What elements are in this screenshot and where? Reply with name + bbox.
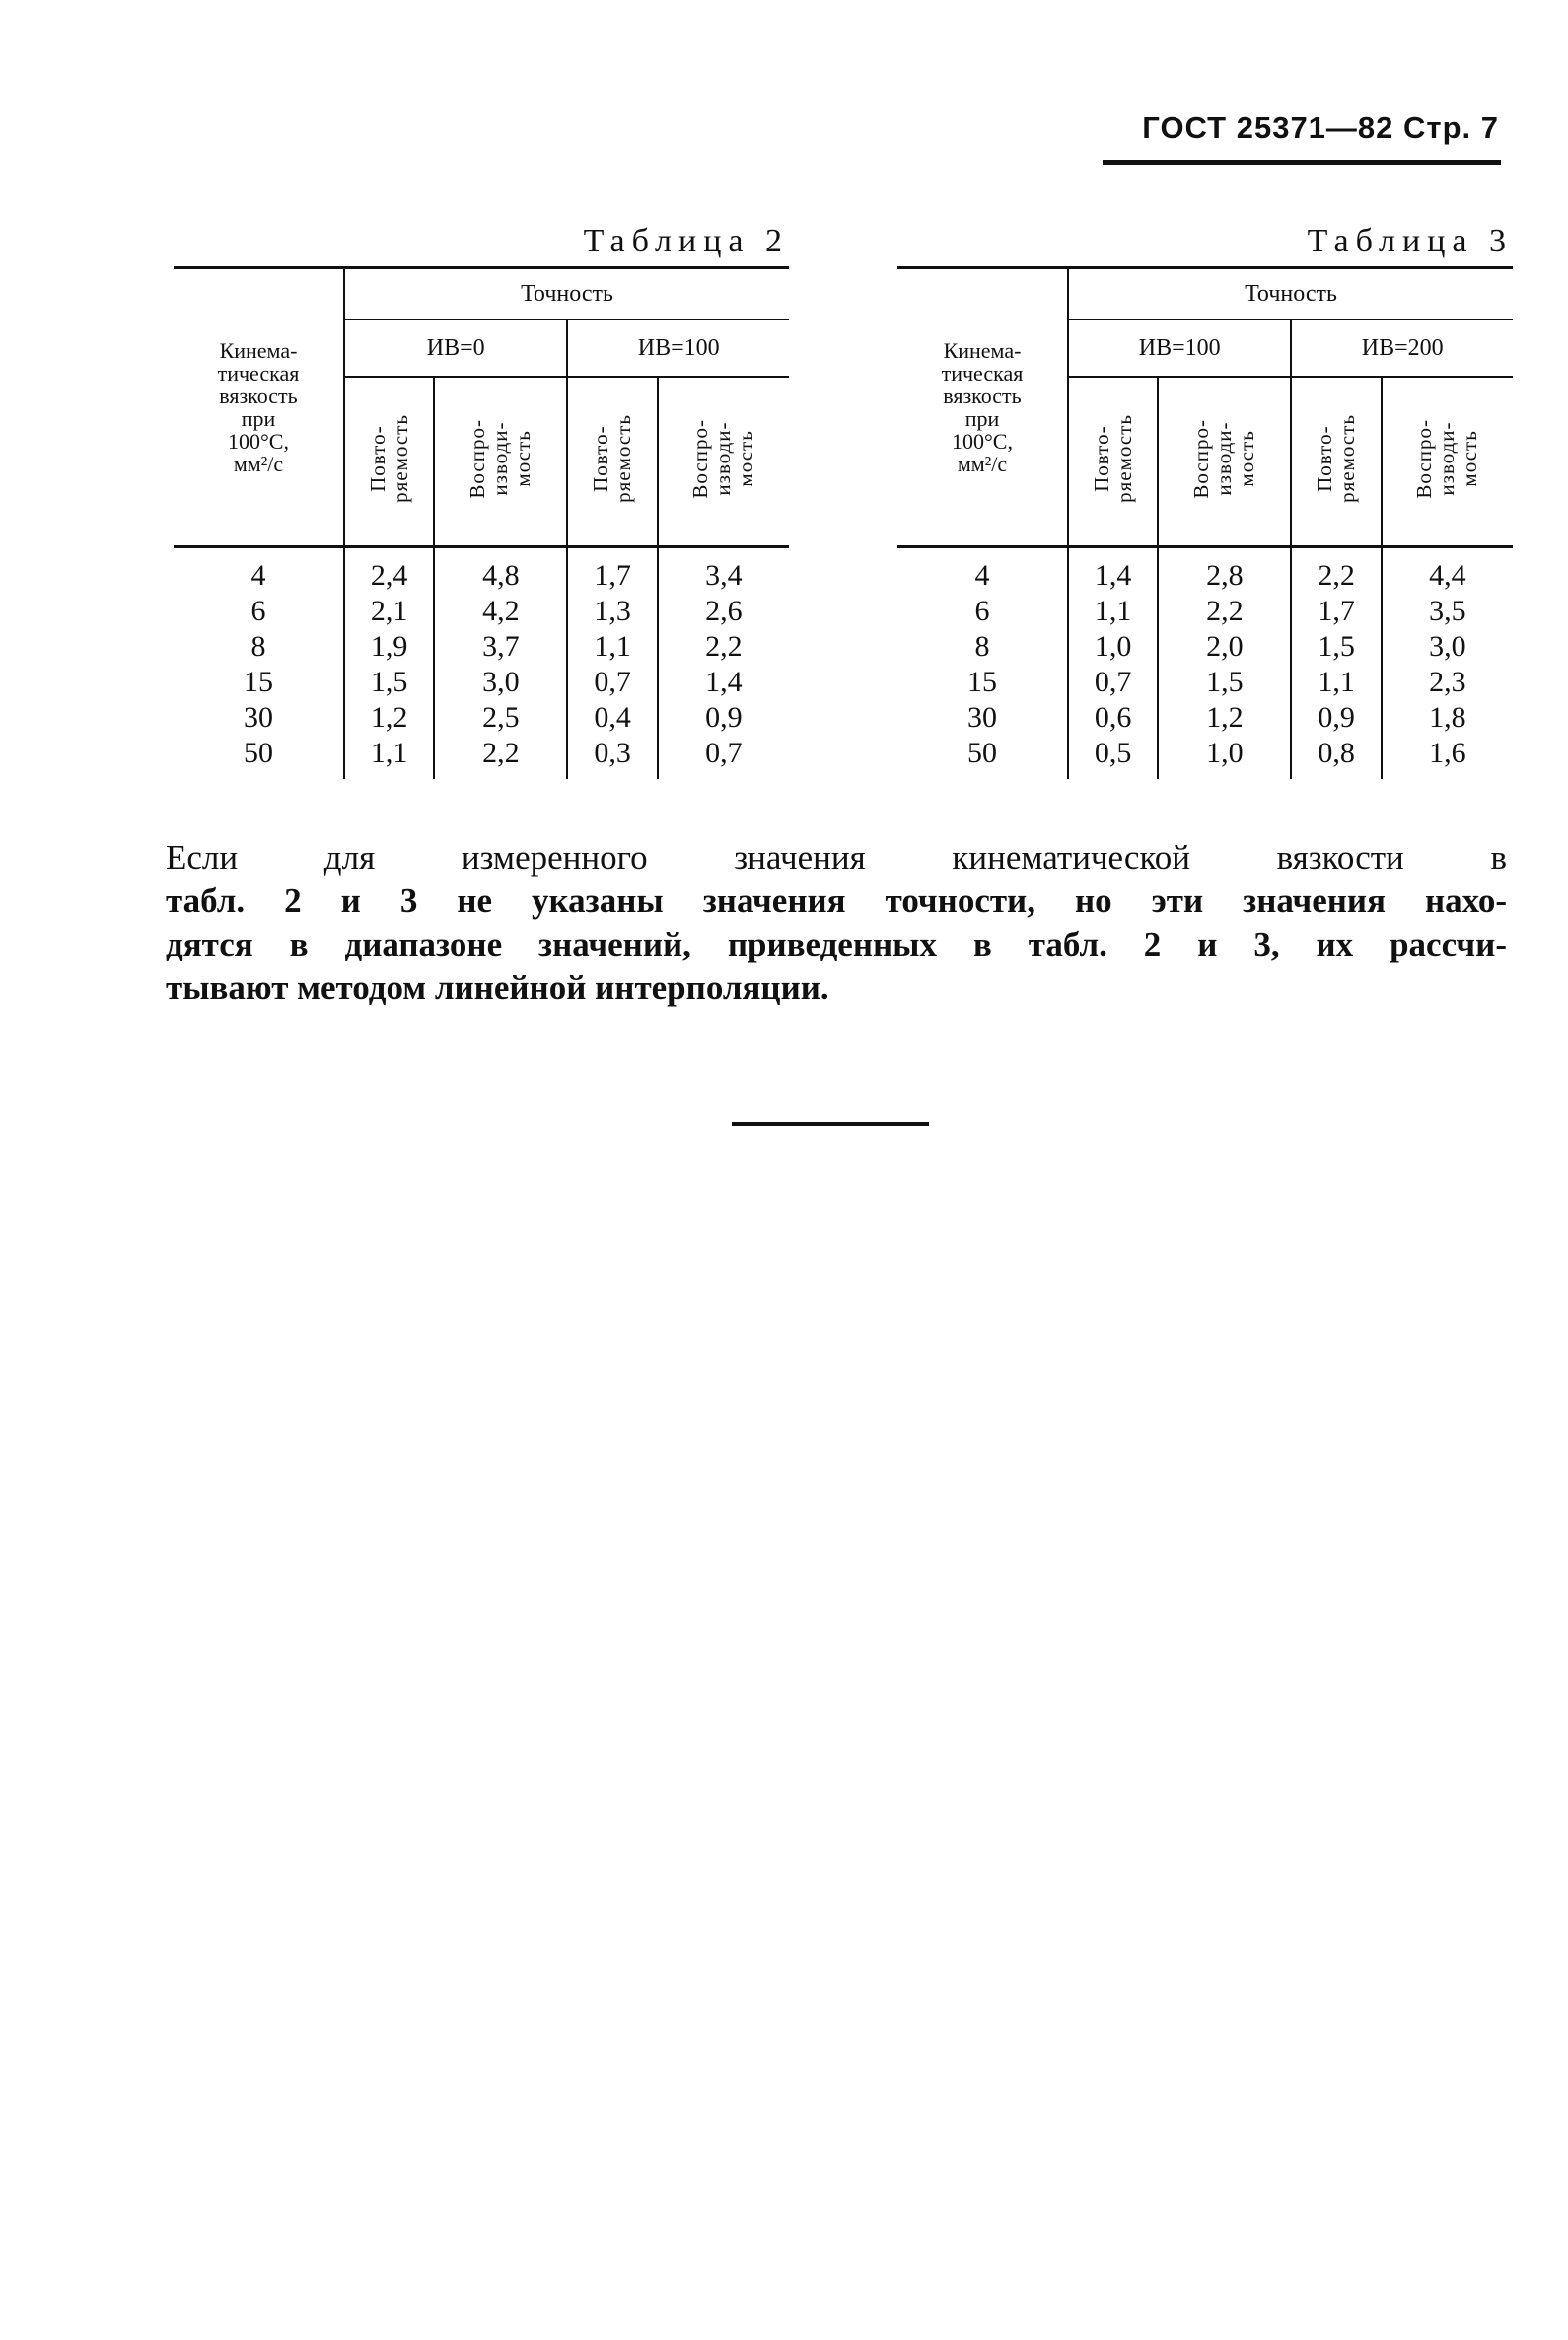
column-header: Воспро- изводи- мость	[434, 377, 567, 547]
kin-viscosity-header: Кинема- тическая вязкость при 100°С, мм²/с	[174, 268, 344, 547]
table-3-grid	[897, 266, 1513, 779]
table-row: 30 0,6 1,2 0,9 1,8	[897, 700, 1513, 736]
table-row: 6 1,1 2,2 1,7 3,5	[897, 594, 1513, 629]
header-rule	[1103, 160, 1501, 165]
table-row: 8 1,0 2,0 1,5 3,0	[897, 629, 1513, 665]
subgroup-header: ИВ=100	[1068, 319, 1291, 377]
table-row: 15 0,7 1,5 1,1 2,3	[897, 665, 1513, 700]
paragraph-line: табл. 2 и 3 не указаны значения точности, но эти значения нахо-	[166, 882, 1507, 920]
table-row: 50 1,1 2,2 0,3 0,7	[174, 736, 789, 779]
column-header: Повто- ряемость	[1068, 377, 1158, 547]
interpolation-note	[166, 836, 1507, 1010]
subgroup-header: ИВ=100	[567, 319, 789, 377]
subgroup-header: ИВ=0	[344, 319, 567, 377]
table-row: 50 0,5 1,0 0,8 1,6	[897, 736, 1513, 779]
subgroup-header: ИВ=200	[1291, 319, 1513, 377]
column-header: Повто- ряемость	[344, 377, 434, 547]
table-row: 6 2,1 4,2 1,3 2,6	[174, 594, 789, 629]
table-row: 4 2,4 4,8 1,7 3,4	[174, 558, 789, 594]
column-header: Воспро- изводи- мость	[1158, 377, 1291, 547]
column-header: Повто- ряемость	[567, 377, 657, 547]
column-header: Воспро- изводи- мость	[1382, 377, 1513, 547]
paragraph-line: тывают методом линейной интерполяции.	[166, 968, 829, 1007]
column-header: Повто- ряемость	[1291, 377, 1381, 547]
precision-header: Точность	[344, 268, 789, 320]
page-header: ГОСТ 25371—82 Стр. 7	[1142, 110, 1499, 145]
table-2-caption: Таблица 2	[583, 223, 789, 259]
table-2	[174, 217, 789, 779]
table-3	[897, 217, 1513, 779]
table-2-grid	[174, 266, 789, 779]
precision-header: Точность	[1068, 268, 1513, 320]
kin-viscosity-header: Кинема- тическая вязкость при 100°С, мм²/с	[897, 268, 1068, 547]
paragraph-line: Если для измеренного значения кинематической вязкости в	[166, 838, 1507, 877]
end-rule	[732, 1122, 929, 1126]
table-row: 30 1,2 2,5 0,4 0,9	[174, 700, 789, 736]
table-row: 15 1,5 3,0 0,7 1,4	[174, 665, 789, 700]
paragraph-line: дятся в диапазоне значений, приведенных в табл. 2 и 3, их рассчи-	[166, 925, 1507, 963]
column-header: Воспро- изводи- мость	[658, 377, 789, 547]
table-row: 4 1,4 2,8 2,2 4,4	[897, 558, 1513, 594]
table-row: 8 1,9 3,7 1,1 2,2	[174, 629, 789, 665]
table-3-caption: Таблица 3	[1307, 223, 1513, 259]
